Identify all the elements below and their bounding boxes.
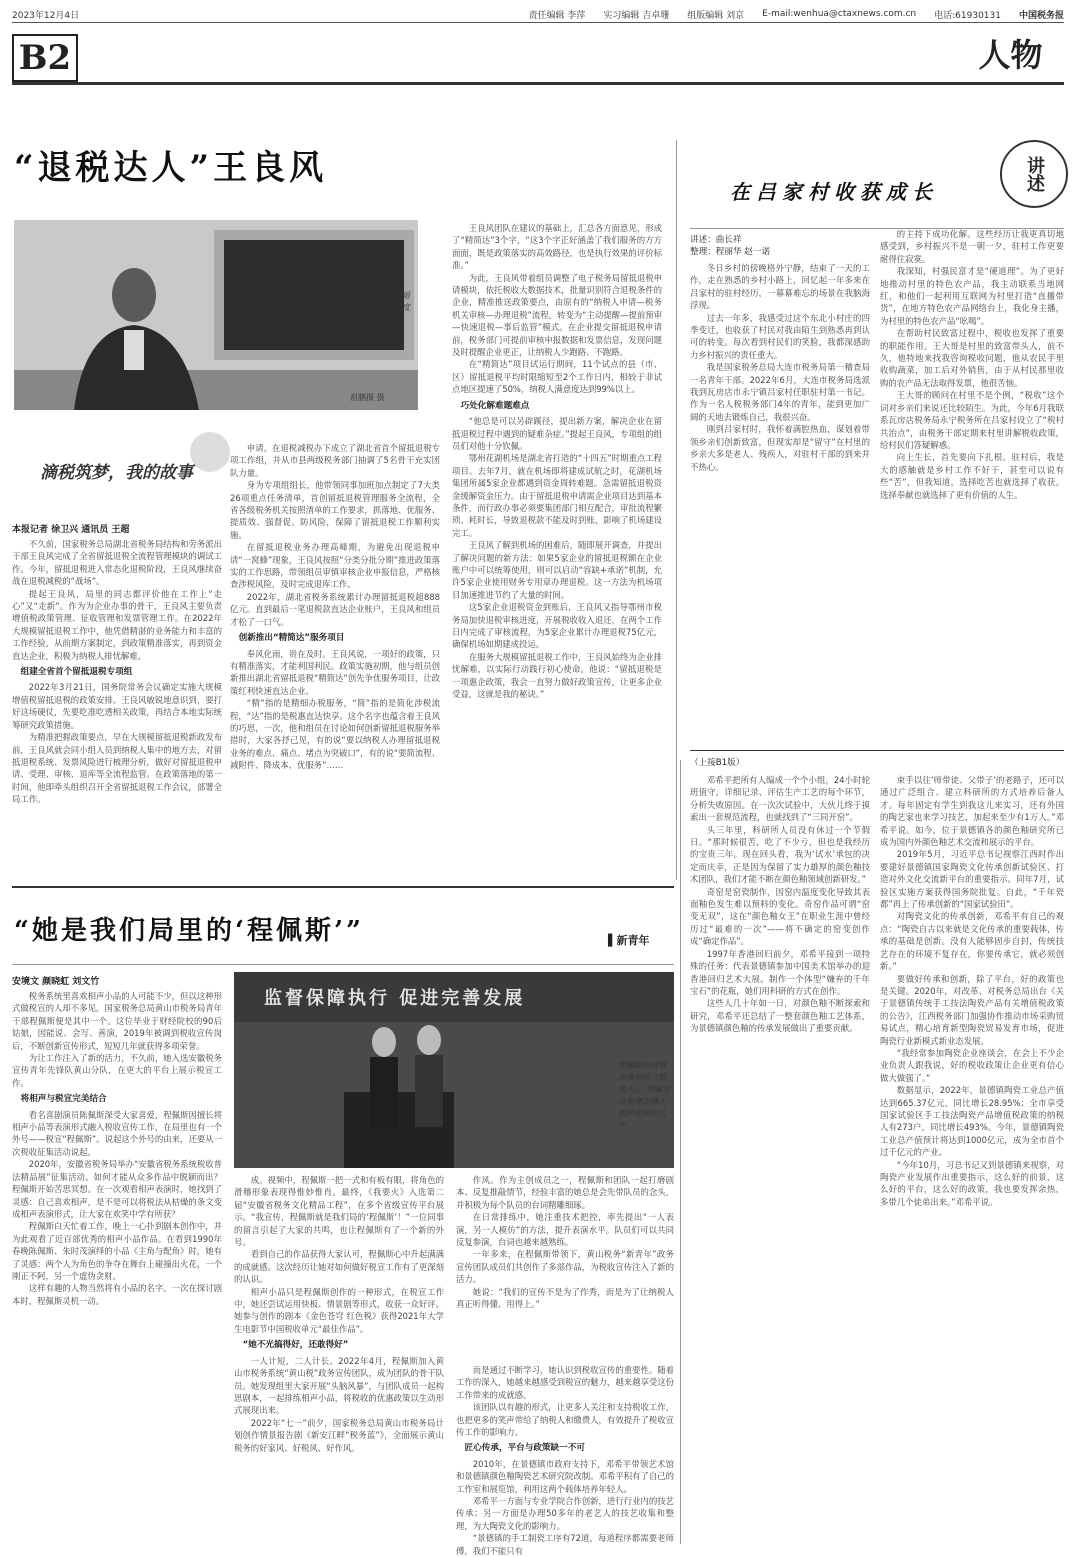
subheading: 匠心传承，平台与政策缺一不可 [464, 1443, 585, 1454]
paragraph: 而是通过不断学习，她认识到税收宣传的重要性。随着工作的深入，她越来越感受到税宣的魅力，越来越享受这份工作带来的成就感。 [456, 1365, 674, 1400]
article3-photo [234, 972, 674, 1168]
paragraph: 提起王良风，局里的同志都评价他在工作上“走心”又“走新”。作为为企业办事的骨干，王良风主要负责增值税政策管理、征收管理和发票管理工作。在2022年大规模留抵退税工作中，他凭借精湛的业务能力和丰富的工作经验，从前期方案制定，到政策精准落实，再到资金直达企业，积极为纳税人排忧解难。 [12, 588, 222, 661]
paragraph: 这样有趣的人物当然将有小品的名字。一次在探讨剧本时，程佩斯灵机一动。 [12, 1283, 222, 1306]
article2-narrator: 讲述：曲长祥 [690, 235, 742, 245]
article3-byline: 安境文 颜晓虹 刘文竹 [12, 977, 100, 987]
paragraph: 作风。作为主创成员之一，程佩斯和团队一起打磨剧本、反复推敲情节，经验丰富的她总是会先带队员的念头，并积极为每个队员的台词精雕细琢。 [456, 1175, 674, 1210]
phone-number: 电话:61930131 [934, 10, 1001, 21]
page-header-bar [12, 6, 1064, 23]
article3-column-4 [456, 1364, 674, 1556]
issue-date: 2023年12月4日 [12, 10, 80, 21]
paragraph: 该团队以有趣的形式，让更多人关注和支持税收工作，也把更多的笑声带给了纳税人和缴费人，有效提升了税收宣传工作的影响力。 [456, 1402, 674, 1438]
column-logo [40, 458, 220, 506]
subheading: 组建全省首个留抵退税专项组 [20, 667, 133, 678]
article3-column-2 [234, 1174, 444, 1550]
paragraph: 过去一年多，我感受过这个东北小村庄的四季变迁，也收获了村民对我由陌生到熟悉再到认可的转变。每次看到村民们的笑脸，我都深感助力乡村振兴的责任重大。 [690, 312, 870, 360]
header-rule [12, 82, 1064, 85]
article2-editor: 整理：程丽华 赵一诺 [690, 247, 771, 257]
paragraph: 一年多来，在程佩斯带领下，黄山税务“新青年”政务宣传团队成员们共创作了多部作品，为税收宣传注入了新的活力。 [456, 1249, 674, 1285]
paragraph: “精”指的是精细办税服务，“简”指的是简化涉税流程，“达”指的是税惠直达快享。这个名字也蕴含着王良风的巧思，一次，他和组员在讨论如何创新留抵退税服务举措时，大家各抒己见，有的说“要以纳税人办理留抵退税业务的难点、痛点、堵点为突破口”，有的说“要简流程、减附件、降成本、优服务”…… [230, 698, 440, 771]
paragraph: 在帮助村民致富过程中，税收也发挥了重要的职能作用。王大哥是村里的致富带头人，前不久，他特地来找我咨询税收问题，他从农民手里收购蔬菜，加工后对外销售，由于从村民那里收购的农产品无法取得发票，他很苦恼。 [880, 328, 1064, 388]
paragraph: 奉风化雨，贵在及时。王良风说，一项好的政策，只有精准落实，才能利国利民。政策实施初期，他与组员创新推出湖北省留抵退税“精简达”创先争优服务项目，让政策红利快速直达企业。 [230, 648, 440, 696]
paragraph: 在留抵退税业务办理高峰期，为避免出现退税申请“一窝蜂”现象，王良风按照“分类分批分期”推进政策落实的工作思路，带领组员审慎审核企业申报信息，严格核查涉税风险，及时完成退库工作。 [230, 542, 440, 590]
paragraph: 申请。在退税减税办下成立了湖北省首个留抵退税专项工作组，并从市县两级税务部门抽调了5名骨干充实团队力量。 [230, 443, 440, 478]
article3-title: “她是我们局里的‘程佩斯’” [14, 916, 365, 946]
newspaper-name: 中国税务报 [1018, 10, 1064, 21]
paragraph: 对陶瓷文化的传承创新，邓希平有自己的观点：“陶瓷自古以来就是文化传承的重要载体，传承的基础是创新。没有人能够固步自封，传统技艺存在的环境不复存在，你要传承它，就必须创新。” [880, 911, 1064, 972]
paragraph: “今年10月，习总书记又到景德镇来视察，对陶瓷产业发展作出重要指示，这么好的前景，这么好的平台，这么好的政策，我也要发挥余热，多带几个徒弟出来。”邓希平说。 [880, 1159, 1064, 1207]
paragraph: 为让工作注入了新的活力，不久前，她入选安徽税务宣传青年先锋队黄山分队，在更大的平台上展示税宣工作。 [12, 1053, 222, 1088]
article2-logo: 讲述 [1000, 140, 1068, 208]
paragraph: 在“精简达”项目试运行期间，11个试点的县（市、区）留抵退税平均时限缩短至2个工作日内，相较于非试点地区提速了50%，纳税人满意度达到99%以上。 [452, 359, 662, 395]
paragraph: 鄂州花湖机场是湖北省打造的“十四五”时期重点工程项目。去年7月，就在机场即将建成试航之时，花湖机场集团所属5家企业都遇到资金周转难题。急需留抵退税资金缓解资金压力。由于留抵退税申请需企业项目达到基本条件，而行政办事必须要集团部门相互配合，审批流程繁琐、耗时长，导致退税款不能及时到账，影响了机场建设完工。 [452, 453, 662, 538]
subheading: “她不光搞得好，还敢得好” [242, 1340, 349, 1351]
subheading: 巧处化解难题难点 [460, 400, 530, 411]
article2-credits [690, 234, 770, 258]
paragraph: 冬日乡村的傍晚格外宁静，结束了一天的工作，走在熟悉的乡村小路上，回忆起一年多来在吕家村的驻村经历，一幕幕难忘的场景在我脑海浮现。 [690, 263, 870, 311]
paragraph: 一人计短，二人计长。2022年4月，程佩斯加入黄山市税务系统“黄山税”政务宣传团队，成为团队的骨干队员。她发现组里大家开展“头脑风暴”，与团队成员一起构思剧本，一起排练相声小品，将税收的优惠政策以生动形式展现出来。 [234, 1355, 444, 1416]
subheading: 将相声与税宣完美结合 [20, 1094, 107, 1105]
column-divider [680, 760, 681, 1544]
paragraph: 王良风团队在建议的基础上，汇总各方面意见，形成了“精简达”3个字，“这3个字正好涵盖了我们服务的方方面面，既是政策落实的高效路径，也是执行效果的评价标准。” [452, 223, 662, 271]
paragraph: 2010年，在景德镇市政府支持下，邓希平带领艺术馆和景德镇颜色釉陶瓷艺术研究院改制。邓希平积有了自己的工作室和展览馆，利用这两个载体培养年轻人。 [456, 1458, 674, 1494]
paragraph: 向上生长，首先要向下扎根。驻村后，我是大的感触就是乡村工作不好干，甚至可以说有些“苦”，但我知道，选择吃苦也就选择了收获。选择奉献也就选择了更有价值的人生。 [880, 452, 1064, 500]
article3-column-3 [456, 1174, 674, 1364]
paragraph: 在日常排练中，她注重技术把控，率先提出“一人表演，另一人模仿”的方法，提升表演水平。队员们可以共同反复参演，台词也越来越熟练。 [456, 1212, 674, 1248]
paragraph: 2020年，安徽省税务局举办“安徽省税务系统税收普法精品展”征集活动。如何才能从众多作品中脱颖而出？程佩斯开始苦思冥想。在一次观看相声表演时，她找到了灵感：自己喜欢相声，是不是可以将税法从枯燥的条文变成相声表演形式，让大家在欢笑中学有所获？ [12, 1159, 222, 1219]
article2-column-3 [690, 774, 870, 1542]
paragraph: 2022年3月21日，国务院常务会议确定实施大规模增值税留抵退税的政策安排。王良风敏锐地意识到，要打好这场硬仗，先要吃准吃透相关政策，再结合本地实际统筹研究政策措施。 [12, 682, 222, 730]
article1-column-2 [230, 442, 440, 868]
paragraph: 2022年“七一”前夕，国家税务总局黄山市税务局计划创作情景报告剧《新安江畔“税务蓝”》，全面展示黄山税务的好家风、好税风、好作风。 [234, 1417, 444, 1453]
paragraph: 这些人几十年如一日，对颜色釉不断探索和研究，邓希平还总结了一整套颜色釉工艺体系，为景德镇颜色釉的传承发展做出了重要贡献。 [690, 998, 870, 1034]
paragraph: 在服务大规模留抵退税工作中，王良风始终为企业排忧解难，以实际行动践行初心使命。他说：“留抵退税是一项惠企政策，我会一直努力做好政策宣传，让更多企业受益，这就是我的秘诀。” [452, 651, 662, 700]
paragraph: 税务系统里喜欢相声小品的人可能不少，但以这种形式做税宣的人却不多见。国家税务总局黄山市税务局青年干部程佩斯便是其中一个。这位毕业于财经院校的90后姑娘，因能说、会写、善演，2019年被调到税收宣传岗后，不断创新宣传形式，短短几年就获得多项荣誉。 [12, 991, 222, 1051]
paragraph: 邓希平一方面与专业学院合作创新，进行行业内的技艺传承；另一方面是办理50多年的老艺人的技艺收集和整理，为大陶瓷文化的影响力。 [456, 1496, 674, 1531]
subheading: 创新推出“精简达”服务项目 [238, 633, 345, 644]
paragraph: 程佩斯白天忙着工作，晚上一心扑到剧本创作中，并为此观看了近百部优秀的相声小品作品。在看到1990年春晚陈佩斯、朱时茂演绎的小品《主角与配角》时，她有了灵感：两个人为角色的争夺在舞台上碰撞出火花，一个刚正不阿，另一个虚伪贪财。 [12, 1221, 222, 1281]
column-tag: ▌新青年 [608, 934, 650, 947]
paragraph: 2019年5月，习近平总书记视察江西时作出要建好景德镇国家陶瓷文化传承创新试验区、打造对外文化交流新平台的重要指示。同年7月，试验区实施方案获得国务院批复。自此，“千年瓷都”再上了传承创新的“国家试验田”。 [880, 849, 1064, 910]
paragraph: 束手以往‘师带徒、父带子’的老路子，还可以通过广泛组合、建立科研所的方式培养后备人才。每年固定有学生到我这儿来实习，还有外国的陶艺家也来学习技艺，加起来至少有1万人。”邓希平说。如今，位于景德镇各的颜色釉研究所已成为国内外颜色釉艺术交流和展示的平台。 [880, 775, 1064, 848]
paragraph: 刚到吕家村时，我怀着满腔热血，谋划着带领乡亲们创新致富，但现实却是“留守”在村里的乡亲大多是老人、残疾人，对驻村干部的到来并不热心。 [690, 424, 870, 472]
paragraph: 看名喜剧演员陈佩斯深受大家喜爱，程佩斯因擅长将相声小品等表演形式融入税收宣传工作，在局里也有一个外号——税宣“程佩斯”。说起这个外号的由来，还要从一次税收征集活动说起。 [12, 1109, 222, 1157]
intern-credit: 实习编辑 吉卓珊 [603, 10, 670, 21]
page-number: B2 [12, 34, 78, 82]
article2-column-2 [880, 228, 1064, 742]
email-address: E-mail:wenhua@ctaxnews.com.cn [762, 9, 917, 19]
section-title: 人物 [978, 36, 1043, 74]
paragraph: “他总是可以另辟蹊径，提出新方案，解决企业在留抵退税过程中遇到的疑难杂症。”提起王良风，专项组的组员们对他十分钦佩。 [452, 416, 662, 451]
paragraph: 看到自己的作品获得大家认可，程佩斯心中升起满满的成就感。这次经历让她对如何做好税宣工作有了更深刻的认识。 [234, 1249, 444, 1285]
column-logo-text: 滴税筑梦，我的故事 [40, 463, 193, 483]
paragraph: 邓希平把所有人编成一个个小组，24小时轮班值守，详细记录、评估生产工艺的每个环节，分析失败原因。在一次次试验中，大伙儿终于摸索出一套规范流程，也就找到了“三同开窑”。 [690, 775, 870, 823]
article2-column-1 [690, 262, 870, 742]
article3-photo-caption: 程佩斯和同事表演相声《数卖人》，将廉洁从税理念融入相声表演形式中。 [618, 1061, 670, 1130]
book-icon [190, 432, 230, 472]
paragraph: 相声小品只是程佩斯创作的一种形式，在税宣工作中，她还尝试运用快板、情景剧等形式，收获一众好评。她参与创作的剧本《金色苍穹 红色税》获得2021年大学生电影节中国税收单元“最佳作品”。 [234, 1286, 444, 1334]
article1-byline: 本报记者 徐卫兴 通讯员 王超 [12, 525, 130, 535]
article1-photo-caption: 王良风正在负责留抵退税组织协调、统筹调度和政策解答工作。 [330, 291, 410, 324]
paragraph: 身为专项组组长，他带领同事加班加点制定了7大类26项重点任务清单，首创留抵退税管理服务全流程，全省各级税务机关按照清单的工作要求，抓落地、优服务、提质效、强督促、防风险，保障了留抵退税工作顺利实施。 [230, 480, 440, 540]
continued-note: （上接B1版） [690, 758, 745, 768]
divider [12, 964, 674, 965]
paragraph: 1997年香港回归前夕，邓希平接到一项特殊的任务：代表景德镇参加中国美术馆举办的迎香港回归艺术大展。制作一个体型“嫌弃的千年宝石”的花瓶，她们用科研的方式在创作。 [690, 948, 870, 996]
divider [690, 750, 1064, 751]
article2-title: 在吕家村收获成长 [730, 180, 938, 204]
article2-column-4 [880, 774, 1064, 1542]
paragraph: 要做好传承和创新，除了平台，好的政策也是关键。2020年，对改革、对税务总局出台《关于景德镇传统手工技法陶瓷产品有关增值税政策的公告》，江西税务部门加强协作推动市场采购贸易试点，精心培育新型陶瓷贸易发育市场，促进陶瓷行业新模式新业态发展。 [880, 973, 1064, 1046]
paragraph: “景德镇的手工制瓷工序有72道，每道程序都需要老师傅，我们不能只有 [456, 1533, 674, 1556]
paragraph: 我深知，村强民富才是“硬道理”。为了更好地推动村里的特色农产品，我主动联系当地网红，和他们一起利用互联网为村里打造“直播带货”，在地方特色农产品网络台上，我化身主播，为村里的特色农产品“吆喝”。 [880, 266, 1064, 326]
paragraph: 不久前，国家税务总局湖北省税务局结构和劳务派出干部王良风完成了全省留抵退税全流程管理模块的调试工作。今年，留抵退税进入常态化退税阶段，王良风继续奋战在退税减税的“战场”。 [12, 539, 222, 587]
paragraph: 2022年，湖北省税务系统累计办理留抵退税超888亿元。直到最后一笔退税款直达企业账户，王良风和组员才松了一口气。 [230, 591, 440, 627]
paragraph: 她说：“我们的宣传不是为了作秀，而是为了让纳税人真正听得懂、用得上。” [456, 1286, 674, 1310]
paragraph: 头三年里，科研所人员没有休过一个节假日。“那时候很苦，吃了不少亏，但也是我经历的宝贵三年。现在回头看，我为‘试水’承包的决定而庆幸，正是因为保留了实力雄厚的颜色釉技术团队，我们才能不断在颜色釉领域创新研发。” [690, 824, 870, 885]
paragraph: 数据显示，2022年，景德镇陶瓷工业总产值达到665.37亿元，同比增长28.95%；全市享受国家试验区手工技法陶瓷产品增值税政策的纳税人有273户，同比增长493%。今年，景德镇陶瓷工业总产值预计将达到1000亿元，成为全市首个过千亿元的产业。 [880, 1085, 1064, 1158]
paragraph: 成。视频中，程佩斯一把一式和有板有眼，将角色的滑稽形象表现得惟妙惟肖。最终，《我要火》入选第二届“安徽省税务文化精品工程”，在多个省级宣传平台展示。“我宣传，程佩斯就是我们局的‘程佩斯’！”一位同事的留言引起了大家的共鸣，也让程佩斯有了一个新的外号。 [234, 1175, 444, 1248]
column-divider [676, 140, 677, 880]
paragraph: 为此，王良风带着组员调整了电子税务局留抵退税申请模块，依托税收大数据技术，批量识别符合退税条件的企业，精准推送政策要点，由原有的“纳税人申请—税务机关审核—办理退税”流程，转变为“主动提醒—提前预审—快速退税—事后监管”模式。在企业提交留抵退税申请前，税务部门可提前审核申报数据和发票信息，发现问题及时提醒企业更正，让纳税人少跑路、不跑路。 [452, 272, 662, 358]
paragraph: 我是国家税务总局大连市税务局第一稽查局一名青年干部。2022年6月，大连市税务局选派我到瓦房店市永宁镇吕家村任职驻村第一书记。作为一名人税税务部门4年的青年，能到更加广阔的天地去锻炼自己，我很兴奋。 [690, 362, 870, 422]
editor-credit: 责任编辑 李萍 [528, 10, 586, 21]
paragraph: 奇窑是窑瓷制作，因窑内温度变化导致其表面釉色发生难以预料的变化。奇窑作品可谓“窑变无双”，这在“颜色釉女王”在职业生涯中曾经历过“最难的一次”——将不确定的窑变创作成“确定作品”。 [690, 886, 870, 947]
paragraph: 王良风了解到机场的困难后，随即展开调查，并提出了解决问题的新方法：如果5家企业的留抵退税额在企业账户中可以统筹使用，则可以启动“容缺+承诺”机制，允许5家企业使用财务专用章办理退税。这一方法为机场项目加速推进节约了大量的时间。 [452, 540, 662, 600]
layout-credit: 组版编辑 刘京 [687, 10, 745, 21]
paragraph: 为精准把握政策要点，早在大规模留抵退税新政发布前，王良风就会同小组人员到纳税人集中的地方去，对留抵退税系统、发票风险进行梳理分析，做好对留抵退税申请、受理、审核、退库等全流程监管。在政策落地的第一时间，他即牵头组织召开全省留抵退税工作会议，部署全局工作。 [12, 732, 222, 805]
article1-title: “退税达人”王良风 [14, 148, 328, 188]
stage-banner: 监督保障执行 促进完善发展 [264, 988, 526, 1009]
paragraph: 王大哥的顾问在村里不是个例，“税收”这个词对乡亲们来说还比较陌生。为此，今年6月我联系瓦房店税务局永宁税务所在吕家村设立了“税村共治点”，由税务干部定期来村里讲解税收政策，给村民们答疑解惑。 [880, 390, 1064, 450]
article3-column-1 [12, 990, 222, 1550]
paragraph: 这5家企业退税资金到账后，王良风又指导鄂州市税务局加快退税审核进度，开展税收收入退还，在两个工作日内完成了审核流程，为5家企业累计办理退税75亿元，确保机场如期建成投运。 [452, 602, 662, 650]
article1-column-3 [452, 222, 662, 868]
paragraph: “我经常参加陶瓷企业座谈会，在会上不少企业负责人跟我说，好的税收政策让企业更有信心做大做强了。” [880, 1047, 1064, 1083]
section-divider [12, 886, 674, 888]
article1-column-1 [12, 538, 222, 868]
article1-photo-credit: 祖鹏摄 摄 [350, 393, 385, 402]
paragraph: 的主持下成功化解。这些经历让我更真切地感受到，乡村振兴不是一朝一夕，驻村工作更要耐得住寂寞。 [880, 229, 1064, 264]
